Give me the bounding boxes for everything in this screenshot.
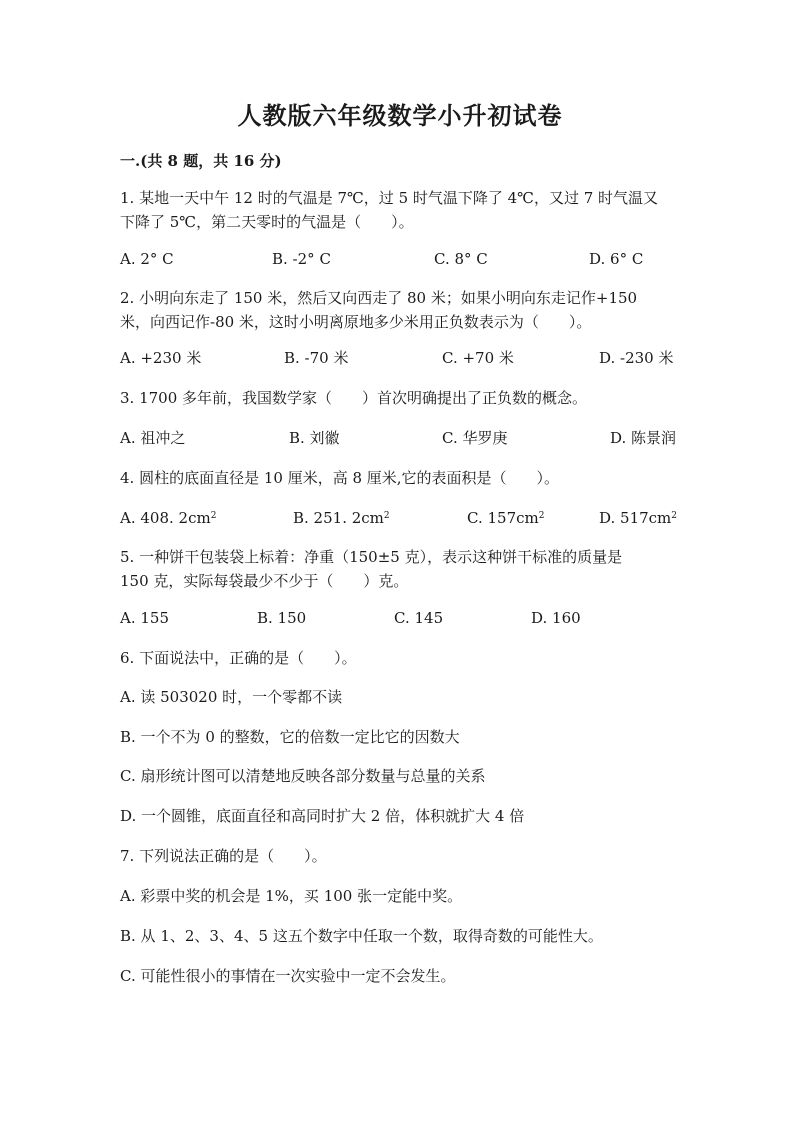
option-b: B. 251. $2cm^2$ (293, 509, 390, 527)
question-stem-line: 1. 某地一天中午 12 时的气温是 7℃，过 5 时气温下降了 4℃，又过 7 时气温又 (120, 189, 659, 207)
superscript: 2 (671, 511, 678, 521)
question-5 (120, 545, 680, 593)
page-title: 人教版六年级数学小升初试卷 (237, 101, 563, 130)
question-1 (120, 186, 680, 234)
superscript: 2 (538, 511, 545, 521)
question-stem-line: 米，向西记作-80 米，这时小明离原地多少米用正负数表示为（ ）。 (120, 313, 592, 331)
option-c: C. +70 米 (442, 349, 514, 367)
option-a: A. 读 503020 时，一个零都不读 (120, 688, 343, 706)
option-c: C. $157cm^2$ (467, 509, 545, 527)
option-d: D. 陈景润 (610, 429, 677, 447)
question-stem-line: 下降了 5℃，第二天零时的气温是（ ）。 (120, 213, 414, 231)
option-a: A. 408. $2cm^2$ (120, 509, 217, 527)
question-stem-line: 3. 1700 多年前，我国数学家（ ）首次明确提出了正负数的概念。 (120, 389, 588, 407)
question-stem-line: 150 克，实际每袋最少不少于（ ）克。 (120, 572, 409, 590)
question-7 (120, 844, 680, 868)
question-3 (120, 386, 680, 410)
option-a: A. 祖冲之 (120, 429, 186, 447)
question-stem-line: 2. 小明向东走了 150 米，然后又向西走了 80 米；如果小明向东走记作+150 (120, 289, 638, 307)
question-stem-line: 6. 下面说法中，正确的是（ ）。 (120, 649, 357, 667)
option-c: C. 可能性很小的事情在一次实验中一定不会发生。 (120, 967, 456, 985)
option-d: D. $517cm^2$ (599, 509, 678, 527)
option-c: C. 华罗庚 (442, 429, 508, 447)
option-a: A. 2° C (120, 250, 174, 268)
question-4 (120, 466, 680, 490)
option-d: D. 6° C (589, 250, 644, 268)
question-stem-line: 7. 下列说法正确的是（ ）。 (120, 847, 327, 865)
question-2 (120, 286, 680, 334)
option-d: D. 一个圆锥，底面直径和高同时扩大 2 倍，体积就扩大 4 倍 (120, 807, 525, 825)
option-c: C. 8° C (434, 250, 488, 268)
option-b: B. -70 米 (284, 349, 349, 367)
option-c: C. 145 (394, 609, 444, 627)
option-b: B. 一个不为 0 的整数，它的倍数一定比它的因数大 (120, 728, 460, 746)
option-b: B. 从 1、2、3、4、5 这五个数字中任取一个数，取得奇数的可能性大。 (120, 927, 603, 945)
question-stem-line: 4. 圆柱的底面直径是 10 厘米，高 8 厘米,它的表面积是（ ）。 (120, 469, 560, 487)
question-6 (120, 646, 680, 670)
question-stem-line: 5. 一种饼干包装袋上标着：净重（150±5 克），表示这种饼干标准的质量是 (120, 548, 623, 566)
option-c: C. 扇形统计图可以清楚地反映各部分数量与总量的关系 (120, 767, 486, 785)
section-heading: 一.(共 8 题，共 16 分) (120, 152, 282, 170)
option-b: B. 刘徽 (289, 429, 340, 447)
option-b: B. -2° C (272, 250, 331, 268)
option-a: A. 彩票中奖的机会是 1%，买 100 张一定能中奖。 (120, 887, 463, 905)
option-d: D. -230 米 (599, 349, 674, 367)
option-a: A. +230 米 (120, 349, 202, 367)
superscript: 2 (383, 511, 390, 521)
option-d: D. 160 (531, 609, 581, 627)
option-b: B. 150 (257, 609, 307, 627)
superscript: 2 (210, 511, 217, 521)
option-a: A. 155 (120, 609, 169, 627)
